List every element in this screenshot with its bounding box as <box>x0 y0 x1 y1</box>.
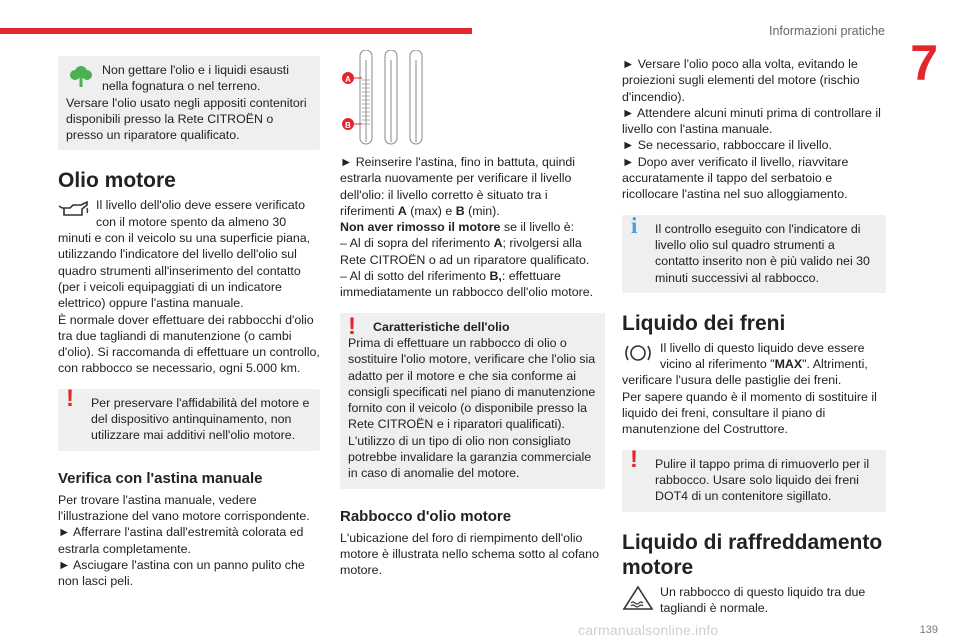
dipstick-paragraph: Per trovare l'astina manuale, vedere l'illustrazione del vano motore corrispondente. <box>58 492 310 523</box>
brake-warning-icon <box>622 341 654 365</box>
brake-paragraph-1: Il livello di questo liquido deve essere vicino al riferimento "MAX". Altrimenti, verificare l'usura delle pastiglie dei freni. <box>622 340 868 388</box>
warning-icon: ! <box>66 384 74 412</box>
warning-icon: ! <box>630 445 638 473</box>
environment-note-text-2: Versare l'olio usato negli appositi contenitori disponibili presso la Rete CITROËN o presso un riparatore qualificato. <box>66 95 307 143</box>
dipstick-figure <box>340 50 605 150</box>
level-below: – Al di sotto del riferimento B,: effettuare immediatamente un rabbocco dell'olio motore. <box>340 269 594 300</box>
figure-label-a: A <box>345 75 351 84</box>
dipstick-step-2: ► Asciugare l'astina con un panno pulito che non lasci peli. <box>58 557 305 589</box>
page-number: 139 <box>919 624 938 636</box>
watermark: carmanualsonline.info <box>578 622 719 638</box>
oil-refill-title: Rabbocco d'olio motore <box>340 507 512 525</box>
column-2 <box>340 50 605 579</box>
warning-additives <box>58 384 320 451</box>
oil-characteristics-text: Prima di effettuare un rabbocco di olio o sostituire l'olio motore, verificare che l'olio sia adatto per il motore e che sia conforme ai consigli specificati nel piano di manutenzione fornito con il veicolo (o disponibile presso la Rete CITROËN e i riparatori qualificati). L'utilizzo di un tipo di olio non consigliato potrebbe invalidare la garanzia commerciale in caso di anomalie del motore. <box>348 335 596 481</box>
refill-step-1: ► Versare l'olio poco alla volta, evitando le proiezioni sugli elementi del motore (rischio d'incendio). <box>622 57 860 104</box>
brake-paragraph-2: Per sapere quando è il momento di sostituire il liquido dei freni, consultare il piano di manutenzione del Costruttore. <box>622 389 877 437</box>
oil-can-icon <box>58 198 90 220</box>
brake-fluid-title: Liquido dei freni <box>622 311 786 335</box>
section-header: Informazioni pratiche <box>768 24 885 38</box>
oil-refill-text: L'ubicazione del foro di riempimento dell'olio motore è illustrata nello schema sotto al cofano motore. <box>340 530 599 578</box>
figure-label-b: B <box>345 121 351 130</box>
refill-step-3: ► Se necessario, rabboccare il livello. <box>622 138 832 153</box>
header-accent-bar <box>0 28 472 34</box>
level-above: – Al di sopra del riferimento A; rivolgersi alla Rete CITROËN o ad un riparatore qualificato. <box>340 236 590 267</box>
column-3 <box>622 56 886 616</box>
oil-characteristics-title: Caratteristiche dell'olio <box>373 319 510 334</box>
warning-brake-cap <box>622 445 886 512</box>
tree-icon <box>66 63 96 89</box>
warning-icon: ! <box>348 312 356 340</box>
environment-note-text-1: Non gettare l'olio e i liquidi esausti nella fognatura o nel terreno. <box>102 63 289 94</box>
coolant-paragraph: Un rabbocco di questo liquido tra due tagliandi è normale. <box>660 584 866 615</box>
info-icon: i <box>631 212 638 238</box>
do-not-remove: Non aver rimosso il motore se il livello è: <box>340 220 575 235</box>
dipstick-title: Verifica con l'astina manuale <box>58 469 263 487</box>
oil-paragraph-1: Il livello dell'olio deve essere verificato con il motore spento da almeno 30 minuti e con il veicolo su una superficie piana, utilizzando l'indicatore del livello dell'olio sul quadro strumenti all'inserimento del contatto (per i veicoli equipaggiati di un indicatore elettrico) oppure l'astina manuale. <box>58 198 311 311</box>
warning-brake-cap-text: Pulire il tappo prima di rimuoverlo per il rabbocco. Usare solo liquido dei freni DOT4 di un contenitore sigillato. <box>655 456 870 504</box>
oil-paragraph-2: È normale dover effettuare dei rabbocchi d'olio tra due tagliandi di manutenzione (o cambi d'olio). Si raccomanda di effettuare un controllo, con rabbocco se necessario, ogni 5.000 km. <box>58 312 320 376</box>
column-1 <box>58 56 320 589</box>
oil-characteristics-note <box>340 313 605 489</box>
coolant-title: Liquido di raffreddamento motore <box>622 530 883 579</box>
refill-step-4: ► Dopo aver verificato il livello, riavvitare accuratamente il tappo del serbatoio e ricollocare l'astina nel suo alloggiamento. <box>622 154 849 202</box>
chapter-number: 7 <box>910 35 938 91</box>
coolant-warning-icon <box>622 585 654 611</box>
info-note-text: Il controllo eseguito con l'indicatore di livello olio sul quadro strumenti a contatto inserito non è più valido nei 30 minuti successivi al rabbocco. <box>655 221 870 285</box>
warning-additives-text: Per preservare l'affidabilità del motore e del dispositivo antinquinamento, non utilizzare mai additivi nell'olio motore. <box>91 395 310 443</box>
info-note <box>622 212 886 293</box>
oil-title: Olio motore <box>58 169 176 193</box>
dipstick-step-1: ► Afferrare l'astina dall'estremità colorata ed estrarla completamente. <box>58 525 304 556</box>
refill-step-2: ► Attendere alcuni minuti prima di controllare il livello con l'astina manuale. <box>622 105 881 137</box>
environment-note <box>58 56 320 150</box>
dipstick-illustration <box>340 50 430 150</box>
reinsert-step: ► Reinserire l'astina, fino in battuta, quindi estrarla nuovamente per verificare il livello dell'olio: il livello corretto è situato tra i riferimenti A (max) e B (min). <box>340 155 576 218</box>
